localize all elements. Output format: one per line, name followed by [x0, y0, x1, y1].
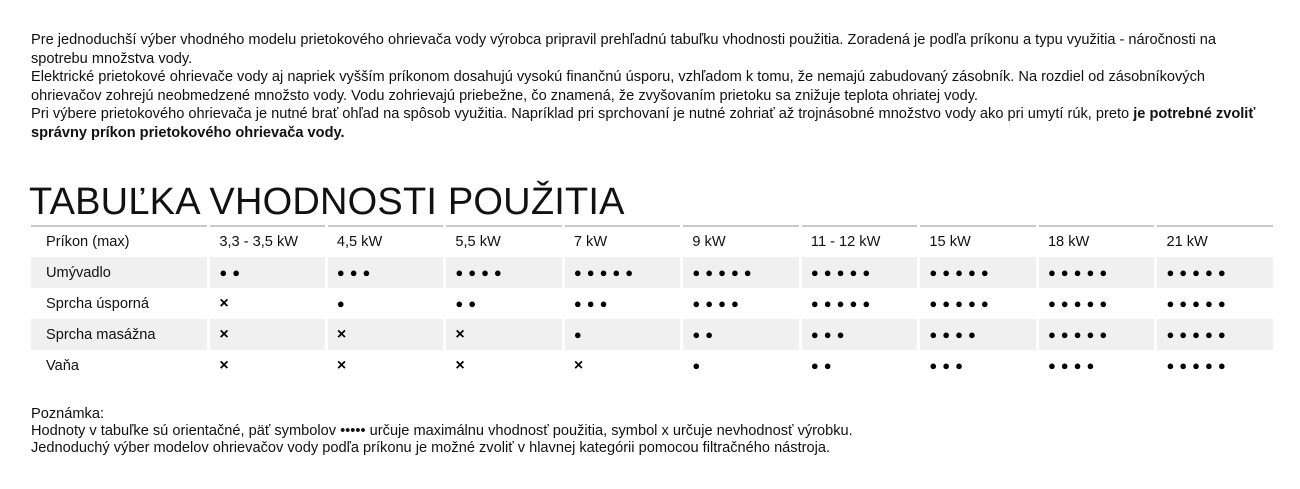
cross-icon: × [219, 325, 229, 343]
suitability-cell [1157, 350, 1273, 381]
cross-icon: × [455, 356, 465, 374]
header-cell-power: 5,5 kW [446, 225, 562, 257]
dots-rating: ●●●●● [810, 264, 876, 280]
suitability-cell [446, 288, 562, 319]
intro-text [31, 31, 1276, 142]
header-cell-power: 4,5 kW [328, 225, 444, 257]
unsuitable-cell [446, 350, 562, 381]
note-line-2: Jednoduchý výber modelov ohrievačov vody podľa príkonu je možné zvoliť v hlavnej kategórii pomocou filtračného nástroja. [31, 440, 831, 456]
unsuitable-cell [328, 350, 444, 381]
table-row [31, 257, 1273, 288]
intro-paragraph-2: Elektrické prietokové ohrievače vody aj napriek vyšším príkonom dosahujú vysokú finančnú úsporu, vzhľadom k tomu, že nemajú zabudovaný zásobník. Na rozdiel od zásobníkových ohrievačov zohrejú neobmedzené množsto vody. Vodu zohrievajú priebežne, čo znamená, že zvyšovaním prietoku sa znižuje teplota ohriatej vody. [31, 69, 1205, 104]
suitability-cell [565, 288, 681, 319]
dots-rating: ●●●●● [692, 264, 757, 280]
suitability-cell [1157, 319, 1273, 350]
dots-rating: ●●●●● [1166, 264, 1231, 280]
cross-icon: × [336, 356, 347, 374]
dots-rating: ● [692, 357, 706, 373]
table-row [31, 350, 1273, 381]
dots-rating: ●●●●● [1166, 326, 1231, 342]
dots-rating: ●●●●● [1047, 326, 1113, 342]
dots-rating: ●●●● [455, 264, 507, 280]
unsuitable-cell [565, 350, 681, 381]
header-cell-power: 7 kW [565, 225, 681, 257]
table-row [31, 319, 1273, 350]
row-label: Vaňa [31, 350, 207, 381]
suitability-table-container [31, 225, 1273, 381]
intro-paragraph-1: Pre jednoduchší výber vhodného modelu prietokového ohrievača vody výrobca pripravil prehľadnú tabuľku vhodnosti použitia. Zoradená je podľa príkonu a typu využitia - náročnosti na spotrebu množstva vody. [31, 32, 1217, 67]
dots-rating: ● [336, 295, 350, 311]
cross-icon: × [573, 356, 584, 374]
intro-paragraph-3-text: Pri výbere prietokového ohrievača je nutné brať ohľad na spôsob využitia. Napríklad pri sprchovaní je nutné zohriať až trojnásobné množstvo vody ako pri umytí rúk, preto [31, 106, 1134, 122]
dots-rating: ●●●●● [1047, 264, 1113, 280]
unsuitable-cell [210, 350, 324, 381]
intro-emphasis: je potrebné zvoliť správny príkon prietokového ohrievača vody. [31, 106, 1256, 141]
dots-rating: ●●●●● [929, 264, 994, 280]
suitability-cell [1039, 350, 1155, 381]
suitability-cell [1157, 288, 1273, 319]
dots-rating: ●●● [336, 264, 376, 280]
dots-rating: ●●● [573, 295, 613, 311]
suitability-cell [802, 257, 918, 288]
header-cell-label: Príkon (max) [31, 225, 207, 257]
dots-rating: ●●●●● [1047, 295, 1113, 311]
unsuitable-cell [210, 319, 324, 350]
note-section [31, 406, 1276, 457]
note-line-1: Hodnoty v tabuľke sú orientačné, päť symbolov ••••• určuje maximálnu vhodnosť použitia, symbol x určuje nevhodnosť výrobku. [31, 423, 853, 439]
row-label: Sprcha masážna [31, 319, 207, 350]
dots-rating: ●●●● [929, 326, 981, 342]
suitability-cell [328, 257, 444, 288]
cross-icon: × [455, 325, 465, 343]
dots-rating: ●● [692, 326, 719, 342]
suitability-table [28, 225, 1276, 381]
cross-icon: × [219, 294, 229, 312]
dots-rating: ●●● [929, 357, 968, 373]
header-cell-power: 3,3 - 3,5 kW [210, 225, 324, 257]
dots-rating: ●●●●● [573, 264, 639, 280]
suitability-cell [920, 350, 1036, 381]
row-label: Umývadlo [31, 257, 207, 288]
suitability-cell [683, 350, 799, 381]
suitability-cell [1157, 257, 1273, 288]
suitability-cell [920, 257, 1036, 288]
suitability-cell [683, 257, 799, 288]
table-header-row [31, 225, 1273, 257]
suitability-cell [210, 257, 324, 288]
suitability-cell [565, 319, 681, 350]
table-row [31, 288, 1273, 319]
suitability-cell [565, 257, 681, 288]
suitability-cell [802, 319, 918, 350]
unsuitable-cell [210, 288, 324, 319]
dots-rating: ●●●●● [810, 295, 876, 311]
unsuitable-cell [328, 319, 444, 350]
dots-rating: ●●●● [1047, 357, 1100, 373]
suitability-cell [802, 350, 918, 381]
header-cell-power: 15 kW [920, 225, 1036, 257]
dots-rating: ●●● [810, 326, 850, 342]
unsuitable-cell [446, 319, 562, 350]
dots-rating: ●●●●● [1166, 357, 1231, 373]
suitability-cell [1039, 257, 1155, 288]
suitability-cell [683, 288, 799, 319]
intro-paragraph-3 [31, 105, 1276, 142]
note-label: Poznámka: [31, 406, 105, 422]
header-cell-power: 9 kW [683, 225, 799, 257]
cross-icon: × [219, 356, 229, 374]
row-label: Sprcha úsporná [31, 288, 207, 319]
page-title: TABUĽKA VHODNOSTI POUŽITIA [29, 181, 625, 223]
dots-rating: ●●●●● [1166, 295, 1231, 311]
header-cell-power: 18 kW [1039, 225, 1155, 257]
suitability-cell [920, 288, 1036, 319]
suitability-cell [683, 319, 799, 350]
dots-rating: ● [573, 326, 587, 342]
cross-icon: × [336, 325, 347, 343]
suitability-cell [1039, 288, 1155, 319]
dots-rating: ●●●● [692, 295, 744, 311]
suitability-cell [446, 257, 562, 288]
dots-rating: ●●●●● [929, 295, 994, 311]
table-body [31, 225, 1273, 381]
dots-rating: ●● [455, 295, 482, 311]
dots-rating: ●● [810, 357, 837, 373]
suitability-cell [1039, 319, 1155, 350]
suitability-cell [802, 288, 918, 319]
dots-rating: ●● [219, 264, 246, 280]
suitability-cell [328, 288, 444, 319]
header-cell-power: 11 - 12 kW [802, 225, 918, 257]
suitability-cell [920, 319, 1036, 350]
header-cell-power: 21 kW [1157, 225, 1273, 257]
